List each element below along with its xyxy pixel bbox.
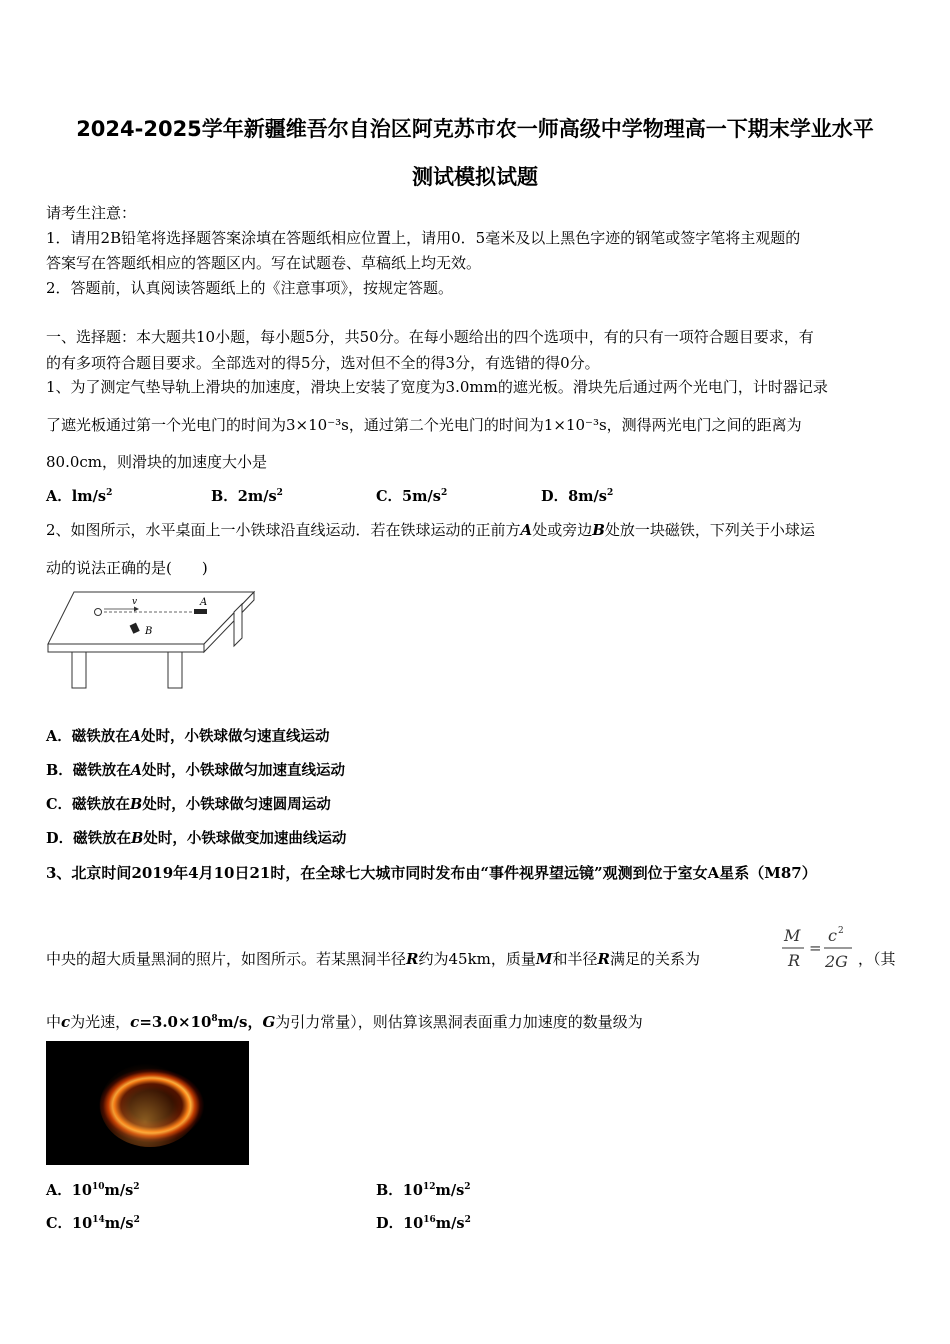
notice-item-1b: 答案写在答题纸相应的答题区内。写在试题卷、草稿纸上均无效。 — [46, 254, 482, 272]
section-intro-b: 的有多项符合题目要求。全部选对的得5分，选对但不全的得3分，有选错的得0分。 — [46, 354, 600, 372]
notice-heading: 请考生注意： — [46, 204, 137, 222]
label-v: v — [132, 597, 138, 607]
formula-num-left: M — [784, 926, 801, 945]
q2-option-b[interactable]: B．磁铁放在A处时，小铁球做匀加速直线运动 — [46, 762, 346, 779]
q3-line-2: 中央的超大质量黑洞的照片，如图所示。若某黑洞半径R约为45km，质量M和半径R满足的关系为 — [46, 950, 700, 968]
q3-option-a[interactable]: A．$10^{10}m/s^2$ — [46, 1182, 140, 1199]
formula-den-right: 2G — [825, 952, 848, 971]
table-leg-front-right — [168, 652, 182, 688]
q1-option-a[interactable]: A．$lm/s^2$ — [46, 488, 113, 505]
q1-line-3: 80.0cm，则滑块的加速度大小是 — [46, 453, 268, 471]
q1-option-d[interactable]: D．$8m/s^2$ — [541, 488, 614, 505]
q2-option-a[interactable]: A．磁铁放在A处时，小铁球做匀速直线运动 — [46, 728, 330, 745]
table-leg-back-right — [234, 604, 242, 646]
q1-option-b[interactable]: B．$2m/s^2$ — [211, 488, 283, 505]
label-a: A — [200, 597, 208, 608]
table-edge-front — [48, 644, 204, 652]
section-intro-a: 一、选择题：本大题共10小题，每小题5分，共50分。在每小题给出的四个选项中，有的只有一项符合题目要求，有 — [46, 328, 814, 346]
mass-radius-formula — [780, 924, 854, 974]
q2-option-d[interactable]: D．磁铁放在B处时，小铁球做变加速曲线运动 — [46, 830, 347, 847]
table-figure — [44, 588, 260, 692]
title-line-1: 2024-2025学年新疆维吾尔自治区阿克苏市农一师高级中学物理高一下期末学业水平 — [76, 117, 874, 141]
formula-eq: = — [809, 939, 822, 957]
formula-num-right: c — [828, 926, 837, 945]
notice-item-2: 2．答题前，认真阅读答题纸上的《注意事项》，按规定答题。 — [46, 279, 454, 297]
q3-option-c[interactable]: C．$10^{14}m/s^2$ — [46, 1215, 140, 1232]
iron-ball — [95, 609, 102, 616]
q1-line-2: 了遮光板通过第一个光电门的时间为3×10⁻³s，通过第二个光电门的时间为1×10⁻³s，测得两光电门之间的距离为 — [46, 416, 802, 434]
q3-line-1: 3、北京时间2019年4月10日21时，在全球七大城市同时发布由“事件视界望远镜”观测到位于室女A星系（M87） — [46, 864, 817, 882]
q2-option-c[interactable]: C．磁铁放在B处时，小铁球做匀速圆周运动 — [46, 796, 331, 813]
notice-item-1a: 1．请用2B铅笔将选择题答案涂填在答题纸相应位置上，请用0．5毫米及以上黑色字迹的钢笔或签字笔将主观题的 — [46, 229, 801, 247]
q2-line-1: 2、如图所示，水平桌面上一小铁球沿直线运动．若在铁球运动的正前方A处或旁边B处放一块磁铁，下列关于小球运 — [46, 521, 815, 539]
table-leg-front-left — [72, 652, 86, 688]
q3-line-2-tail: ，（其 — [858, 950, 896, 968]
magnet-a — [194, 609, 207, 614]
q3-option-d[interactable]: D．$10^{16}m/s^2$ — [376, 1215, 471, 1232]
label-b: B — [145, 626, 153, 637]
q1-option-c[interactable]: C．$5m/s^2$ — [376, 488, 448, 505]
black-hole-image — [46, 1041, 249, 1165]
q3-line-3: 中c为光速，$c=3.0\times 10^8m/s$，G为引力常量），则估算该黑洞表面重力加速度的数量级为 — [46, 1013, 643, 1031]
formula-num-right-exp: 2 — [838, 926, 844, 936]
q2-line-2: 动的说法正确的是( ) — [46, 559, 208, 577]
title-line-2: 测试模拟试题 — [412, 165, 538, 189]
formula-den-left: R — [788, 951, 801, 970]
q3-option-b[interactable]: B．$10^{12}m/s^2$ — [376, 1182, 471, 1199]
black-hole-glow — [100, 1063, 200, 1147]
q1-line-1: 1、为了测定气垫导轨上滑块的加速度，滑块上安装了宽度为3.0mm的遮光板。滑块先后通过两个光电门，计时器记录 — [46, 378, 828, 396]
